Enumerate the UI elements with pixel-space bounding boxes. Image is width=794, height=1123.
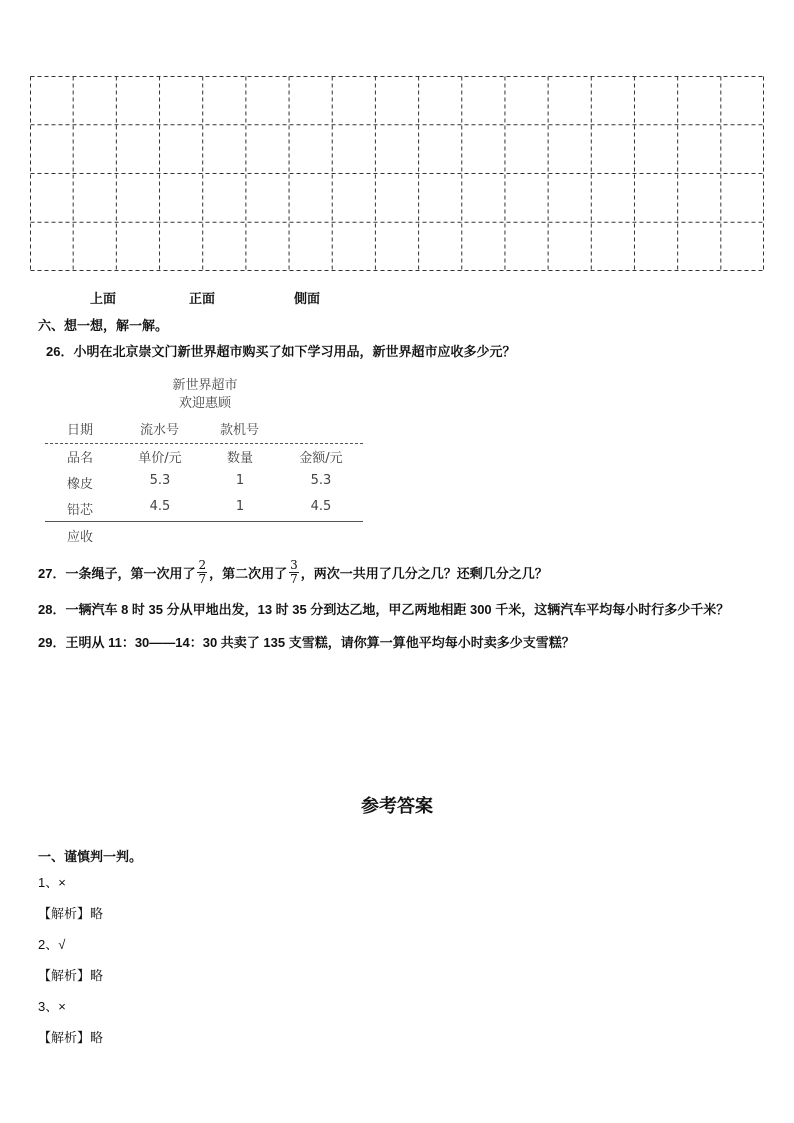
- receipt-row-2-item: 铅芯: [66, 503, 93, 518]
- fraction-3-7: [289, 559, 299, 586]
- receipt-solid-rule: [45, 521, 363, 522]
- receipt-register-label: 款机号: [220, 423, 260, 438]
- receipt-row-1-qty: 1: [235, 473, 245, 488]
- receipt-header-price: 单价/元: [138, 451, 182, 466]
- question-26: 26．小明在北京崇文门新世界超市购买了如下学习用品，新世界超市应收多少元？: [46, 344, 516, 359]
- view-label-top: 上面: [90, 291, 117, 306]
- fraction-1-denominator: 7: [198, 571, 207, 586]
- receipt-row-2-qty: 1: [235, 499, 245, 514]
- answer-1: 1、×: [38, 875, 66, 890]
- question-28: 28．一辆汽车 8 时 35 分从甲地出发，13 时 35 分到达乙地，甲乙两地相距 300 千米，这辆汽车平均每小时行多少千米？: [38, 602, 730, 617]
- receipt-row-2-price: 4.5: [149, 499, 171, 514]
- question-27-part-2: ，第二次用了: [209, 565, 288, 581]
- receipt: [45, 372, 365, 547]
- receipt-row-2-amount: 4.5: [310, 499, 332, 514]
- answer-3: 3、×: [38, 999, 66, 1014]
- receipt-total-label: 应收: [67, 530, 94, 545]
- answer-section-1-heading: 一、谨慎判一判。: [38, 849, 143, 864]
- receipt-header-amount: 金额/元: [299, 451, 343, 466]
- grid-lines: [30, 76, 764, 271]
- fraction-2-numerator: 3: [290, 557, 298, 572]
- receipt-store-name: 新世界超市: [172, 378, 238, 393]
- receipt-date-label: 日期: [67, 423, 94, 438]
- question-27-part-1: 27．一条绳子，第一次用了: [38, 565, 196, 581]
- answer-2: 2、√: [38, 937, 66, 952]
- answer-3-analysis: 【解析】略: [38, 1030, 104, 1045]
- receipt-header-item: 品名: [66, 451, 93, 466]
- fraction-2-7: [197, 559, 207, 586]
- fraction-1-numerator: 2: [198, 557, 207, 572]
- receipt-row-1-price: 5.3: [149, 473, 171, 488]
- view-label-front: 正面: [189, 291, 216, 306]
- receipt-row-1-item: 橡皮: [66, 477, 93, 492]
- receipt-row-1-amount: 5.3: [310, 473, 332, 488]
- answer-key-title: 参考答案: [361, 796, 433, 816]
- question-27: [38, 555, 548, 589]
- receipt-welcome: 欢迎惠顾: [178, 396, 231, 411]
- view-label-side: 側面: [294, 291, 321, 306]
- question-27-part-3: ，两次一共用了几分之几？还剩几分之几？: [300, 565, 548, 581]
- question-29: 29．王明从 11：30——14：30 共卖了 135 支雪糕，请你算一算他平均每小时卖多少支雪糕？: [38, 635, 575, 650]
- section-6-heading: 六、想一想，解一解。: [38, 318, 169, 333]
- receipt-header-qty: 数量: [226, 451, 253, 466]
- answer-1-analysis: 【解析】略: [38, 906, 104, 921]
- receipt-serial-label: 流水号: [140, 423, 180, 438]
- dashed-grid: [30, 76, 764, 271]
- fraction-2-denominator: 7: [290, 571, 298, 586]
- receipt-dashed-rule: [45, 443, 363, 444]
- answer-2-analysis: 【解析】略: [38, 968, 104, 983]
